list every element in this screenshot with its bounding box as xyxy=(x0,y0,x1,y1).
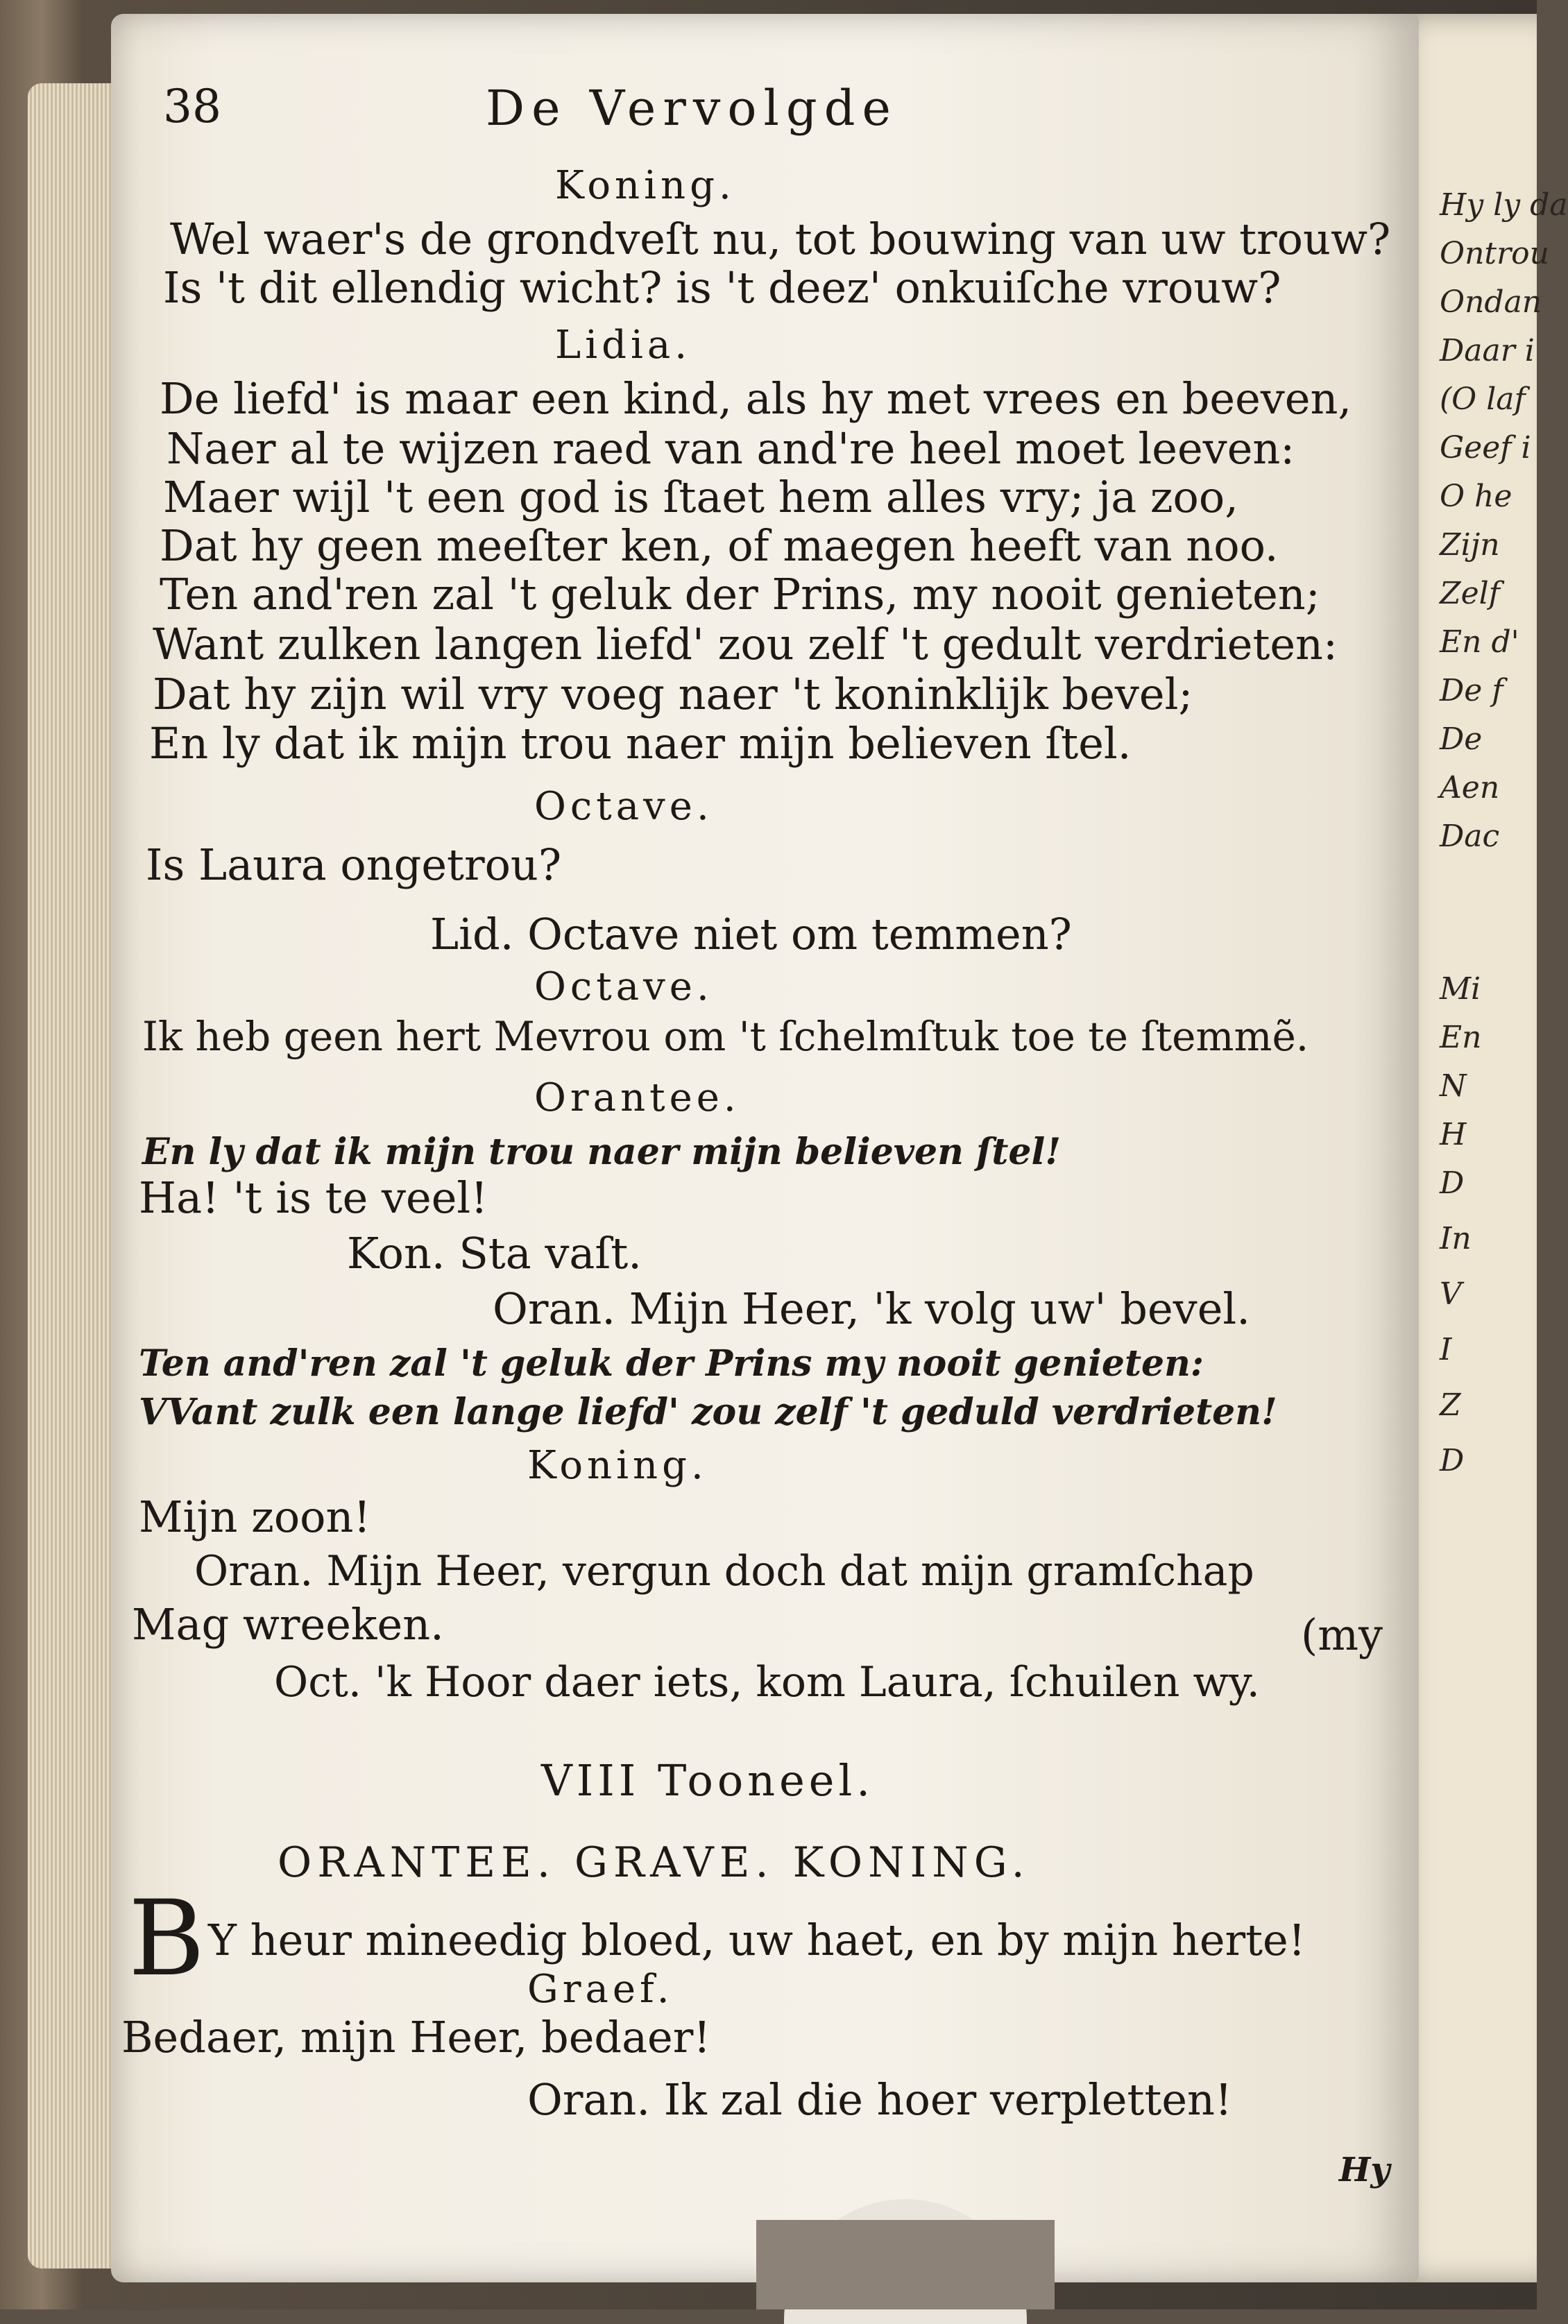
verse-line: En ly dat ik mijn trou naer mijn believen ſtel. xyxy=(149,718,1132,769)
facing-line: I xyxy=(1440,1332,1452,1367)
speaker-heading: Koning. xyxy=(527,1443,708,1488)
italic-line: VVant zulk een lange liefd' zou zelf 't geduld verdrieten! xyxy=(139,1391,1277,1433)
cast-list: ORANTEE. GRAVE. KONING. xyxy=(278,1838,1030,1887)
verse-line: Ten and'ren zal 't geluk der Prins, my nooit genieten; xyxy=(160,569,1320,620)
facing-line: D xyxy=(1440,1165,1465,1201)
verse-line: Kon. Sta vaſt. xyxy=(347,1228,642,1279)
speaker-heading: Graef. xyxy=(527,1967,674,2012)
facing-line: D xyxy=(1440,1443,1465,1478)
verse-line: Maer wijl 't een god is ſtaet hem alles vry; ja zoo, xyxy=(163,472,1238,522)
facing-line: In xyxy=(1440,1221,1472,1256)
verse-line: Oct. 'k Hoor daer iets, kom Laura, ſchuilen wy. xyxy=(274,1658,1260,1707)
italic-line: Ten and'ren zal 't geluk der Prins my nooit genieten: xyxy=(139,1342,1204,1385)
speaker-heading: Octave. xyxy=(534,964,713,1009)
verse-line: Oran. Mijn Heer, vergun doch dat mijn gramſchap xyxy=(194,1547,1254,1596)
speaker-heading: Lidia. xyxy=(555,323,692,368)
verse-line: Naer al te wijzen raed van and're heel moet leeven: xyxy=(167,423,1295,474)
verse-line: Mag wreeken. xyxy=(132,1599,444,1650)
verse-line: (my xyxy=(1301,1609,1383,1660)
facing-line: Z xyxy=(1440,1387,1461,1423)
page-number: 38 xyxy=(163,80,221,133)
facing-line: Geef i xyxy=(1440,430,1531,465)
facing-line: H xyxy=(1440,1117,1467,1152)
verse-line: Oran. Ik zal die hoer verpletten! xyxy=(527,2074,1232,2125)
italic-line: En ly dat ik mijn trou naer mijn believen ſtel! xyxy=(142,1131,1062,1173)
verse-line: Want zulken langen liefd' zou zelf 't gedult verdrieten: xyxy=(153,619,1338,669)
facing-line: N xyxy=(1440,1068,1467,1104)
verse-line: Ik heb geen hert Mevrou om 't ſchelmſtuk toe te ſtemmẽ. xyxy=(142,1013,1309,1060)
facing-line: Aen xyxy=(1440,770,1500,805)
facing-line: Dac xyxy=(1440,819,1500,854)
facing-line: De xyxy=(1440,721,1483,757)
verse-line: Dat hy geen meeſter ken, of maegen heeft van noo. xyxy=(160,520,1279,571)
verse-line: Wel waer's de grondveſt nu, tot bouwing van uw trouw? xyxy=(170,214,1391,264)
facing-line: En xyxy=(1440,1020,1482,1055)
facing-line: (O laf xyxy=(1440,382,1526,417)
running-head: De Vervolgde xyxy=(486,80,898,137)
verse-line: Y heur mineedig bloed, uw haet, en by mijn herte! xyxy=(208,1915,1306,1965)
verse-line: Oran. Mijn Heer, 'k volg uw' bevel. xyxy=(493,1283,1250,1334)
facing-line: Zijn xyxy=(1440,527,1500,563)
speaker-heading: Octave. xyxy=(534,784,713,829)
facing-line: Daar i xyxy=(1440,333,1535,368)
library-label xyxy=(756,2220,1055,2309)
book-page xyxy=(111,14,1419,2282)
facing-line: De f xyxy=(1440,673,1503,708)
verse-line: Mijn zoon! xyxy=(139,1492,371,1542)
drop-cap: B xyxy=(128,1879,205,1999)
facing-line: Ondan xyxy=(1440,284,1542,320)
scene-heading: VIII Tooneel. xyxy=(541,1755,875,1806)
verse-line: De liefd' is maar een kind, als hy met vrees en beeven, xyxy=(160,373,1352,424)
facing-line: Ontrou xyxy=(1440,236,1549,271)
verse-line: Bedaer, mijn Heer, bedaer! xyxy=(121,2012,711,2062)
speaker-heading: Orantee. xyxy=(534,1075,740,1120)
verse-line: Lid. Octave niet om temmen? xyxy=(430,909,1072,959)
verse-line: Is Laura ongetrou? xyxy=(146,839,562,890)
facing-line: V xyxy=(1440,1276,1462,1312)
speaker-heading: Koning. xyxy=(555,163,735,208)
verse-line: Ha! 't is te veel! xyxy=(139,1172,488,1223)
verse-line: Is 't dit ellendig wicht? is 't deez' onkuiſche vrouw? xyxy=(163,262,1281,313)
facing-line: Hy ly da xyxy=(1440,187,1568,223)
facing-line: O he xyxy=(1440,479,1512,514)
facing-line: En d' xyxy=(1440,624,1519,660)
facing-line: Mi xyxy=(1440,971,1481,1007)
verse-line: Dat hy zijn wil vry voeg naer 't koninklijk bevel; xyxy=(153,669,1193,719)
facing-line: Zelf xyxy=(1440,576,1500,611)
catchword: Hy xyxy=(1339,2151,1390,2189)
